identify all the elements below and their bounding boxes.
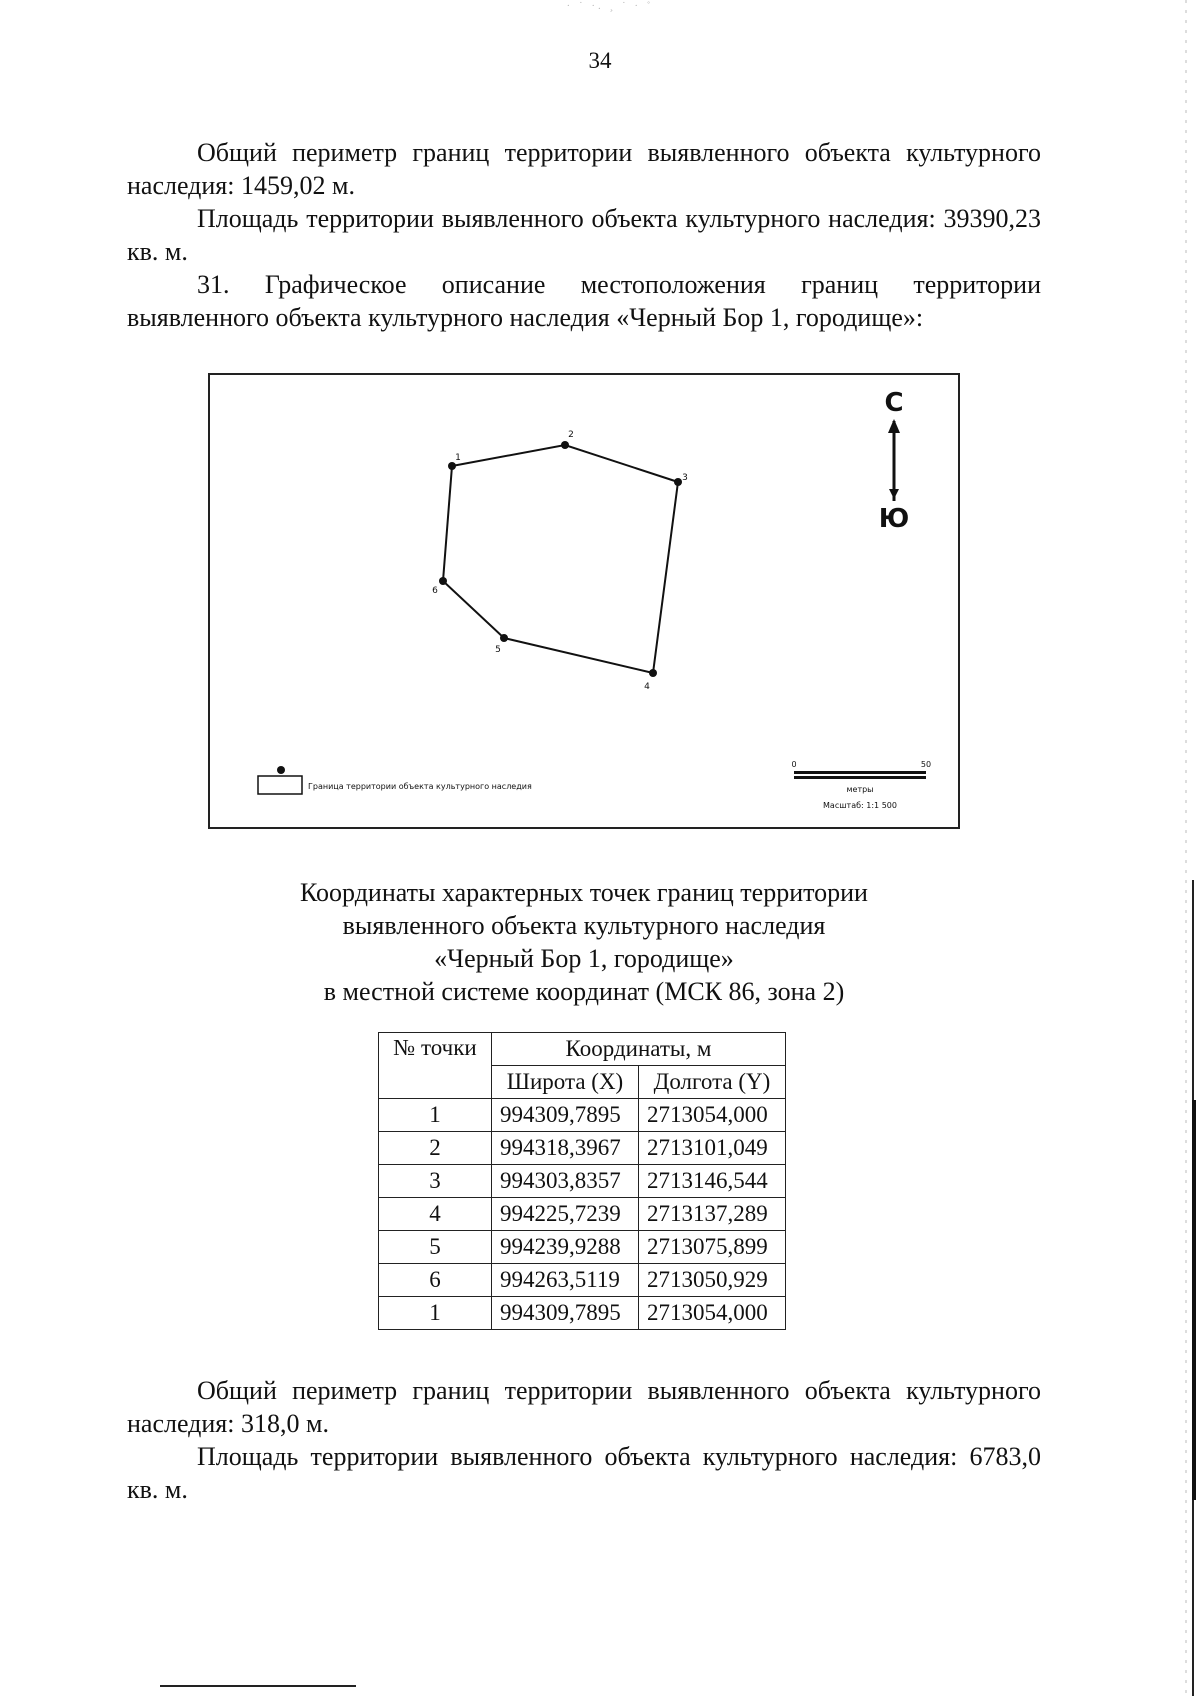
perimeter-paragraph-2: Общий периметр границ территории выявленного объекта культурного наследия: 318,0 м. xyxy=(127,1376,1041,1438)
cell-point: 4 xyxy=(379,1198,492,1231)
cell-x: 994239,9288 xyxy=(492,1231,639,1264)
coordinates-table xyxy=(378,1032,786,1330)
table-body xyxy=(379,1099,786,1330)
cell-y: 2713101,049 xyxy=(639,1132,786,1165)
table-caption xyxy=(0,876,1168,1008)
boundary-point-marker xyxy=(439,577,447,585)
cell-y: 2713075,899 xyxy=(639,1231,786,1264)
perimeter-paragraph: Общий периметр границ территории выявленного объекта культурного наследия: 1459,02 м. xyxy=(127,138,1041,200)
boundary-point-label: 3 xyxy=(682,473,688,483)
scan-artifact: · ˙ ·. ¸ ˙ · ˚ xyxy=(566,0,654,12)
caption-line-2: выявленного объекта культурного наследия xyxy=(342,911,826,940)
area-paragraph-2: Площадь территории выявленного объекта культурного наследия: 6783,0 кв. м. xyxy=(127,1442,1041,1504)
footnote-separator xyxy=(160,1685,356,1687)
cell-y: 2713054,000 xyxy=(639,1099,786,1132)
scale-start: 0 xyxy=(791,760,797,769)
scale-bar xyxy=(791,760,931,810)
boundary-point-marker xyxy=(500,634,508,642)
boundary-line xyxy=(443,445,678,673)
table-row xyxy=(379,1198,786,1231)
text-block-top xyxy=(127,136,1041,334)
scale-bar-bottom xyxy=(794,776,926,779)
cell-x: 994263,5119 xyxy=(492,1264,639,1297)
boundary-point-marker xyxy=(674,478,682,486)
scale-unit: метры xyxy=(846,785,874,794)
scale-text: Масштаб: 1:1 500 xyxy=(823,801,897,810)
legend-label: Граница территории объекта культурного наследия xyxy=(308,782,532,791)
cell-x: 994303,8357 xyxy=(492,1165,639,1198)
map-legend xyxy=(258,766,532,794)
boundary-point-label: 2 xyxy=(568,430,574,440)
cell-point: 5 xyxy=(379,1231,492,1264)
north-arrow-head-icon xyxy=(888,419,900,433)
area-paragraph: Площадь территории выявленного объекта культурного наследия: 39390,23 кв. м. xyxy=(127,204,1041,266)
south-label: Ю xyxy=(878,504,910,534)
cell-point: 2 xyxy=(379,1132,492,1165)
caption-line-1: Координаты характерных точек границ территории xyxy=(300,878,868,907)
page-number: 34 xyxy=(588,48,612,73)
cell-y: 2713146,544 xyxy=(639,1165,786,1198)
north-arrow xyxy=(879,388,910,534)
cell-x: 994225,7239 xyxy=(492,1198,639,1231)
boundary-point-marker xyxy=(649,669,657,677)
cell-y: 2713054,000 xyxy=(639,1297,786,1330)
table-row xyxy=(379,1132,786,1165)
text-block-bottom xyxy=(127,1374,1041,1506)
cell-point: 3 xyxy=(379,1165,492,1198)
boundary-point-label: 5 xyxy=(495,645,501,655)
header-point: № точки xyxy=(379,1033,492,1099)
south-arrow-head-icon xyxy=(889,489,899,499)
boundary-point-label: 6 xyxy=(432,586,438,596)
caption-line-4: в местной системе координат (МСК 86, зона 2) xyxy=(323,977,845,1006)
cell-x: 994318,3967 xyxy=(492,1132,639,1165)
header-x: Широта (X) xyxy=(492,1066,639,1099)
table-row xyxy=(379,1099,786,1132)
cell-point: 1 xyxy=(379,1099,492,1132)
boundary-point-label: 1 xyxy=(455,453,461,463)
cell-point: 1 xyxy=(379,1297,492,1330)
header-coordinates: Координаты, м xyxy=(492,1033,786,1066)
boundary-point-marker xyxy=(561,441,569,449)
scale-bar-top xyxy=(794,771,926,774)
cell-point: 6 xyxy=(379,1264,492,1297)
boundary-point-label: 4 xyxy=(644,682,650,692)
graphic-description-heading: 31. Графическое описание местоположения границ территории выявленного объекта культурного наследия «Черный Бор 1, городище»: xyxy=(127,270,1041,332)
scale-end: 50 xyxy=(920,760,932,769)
map-canvas xyxy=(210,375,958,827)
boundary-map xyxy=(208,373,960,829)
table-row xyxy=(379,1264,786,1297)
boundary-polygon-layer xyxy=(432,430,688,692)
north-label: С xyxy=(884,388,904,418)
cell-y: 2713050,929 xyxy=(639,1264,786,1297)
legend-boundary-swatch xyxy=(258,776,302,794)
legend-point-icon xyxy=(277,766,285,774)
cell-x: 994309,7895 xyxy=(492,1099,639,1132)
header-y: Долгота (Y) xyxy=(639,1066,786,1099)
table-row xyxy=(379,1297,786,1330)
table-row xyxy=(379,1231,786,1264)
scan-edge-shadow xyxy=(1166,0,1200,1696)
boundary-point-marker xyxy=(448,462,456,470)
table-row xyxy=(379,1165,786,1198)
cell-x: 994309,7895 xyxy=(492,1297,639,1330)
cell-y: 2713137,289 xyxy=(639,1198,786,1231)
caption-line-3: «Черный Бор 1, городище» xyxy=(434,944,734,973)
